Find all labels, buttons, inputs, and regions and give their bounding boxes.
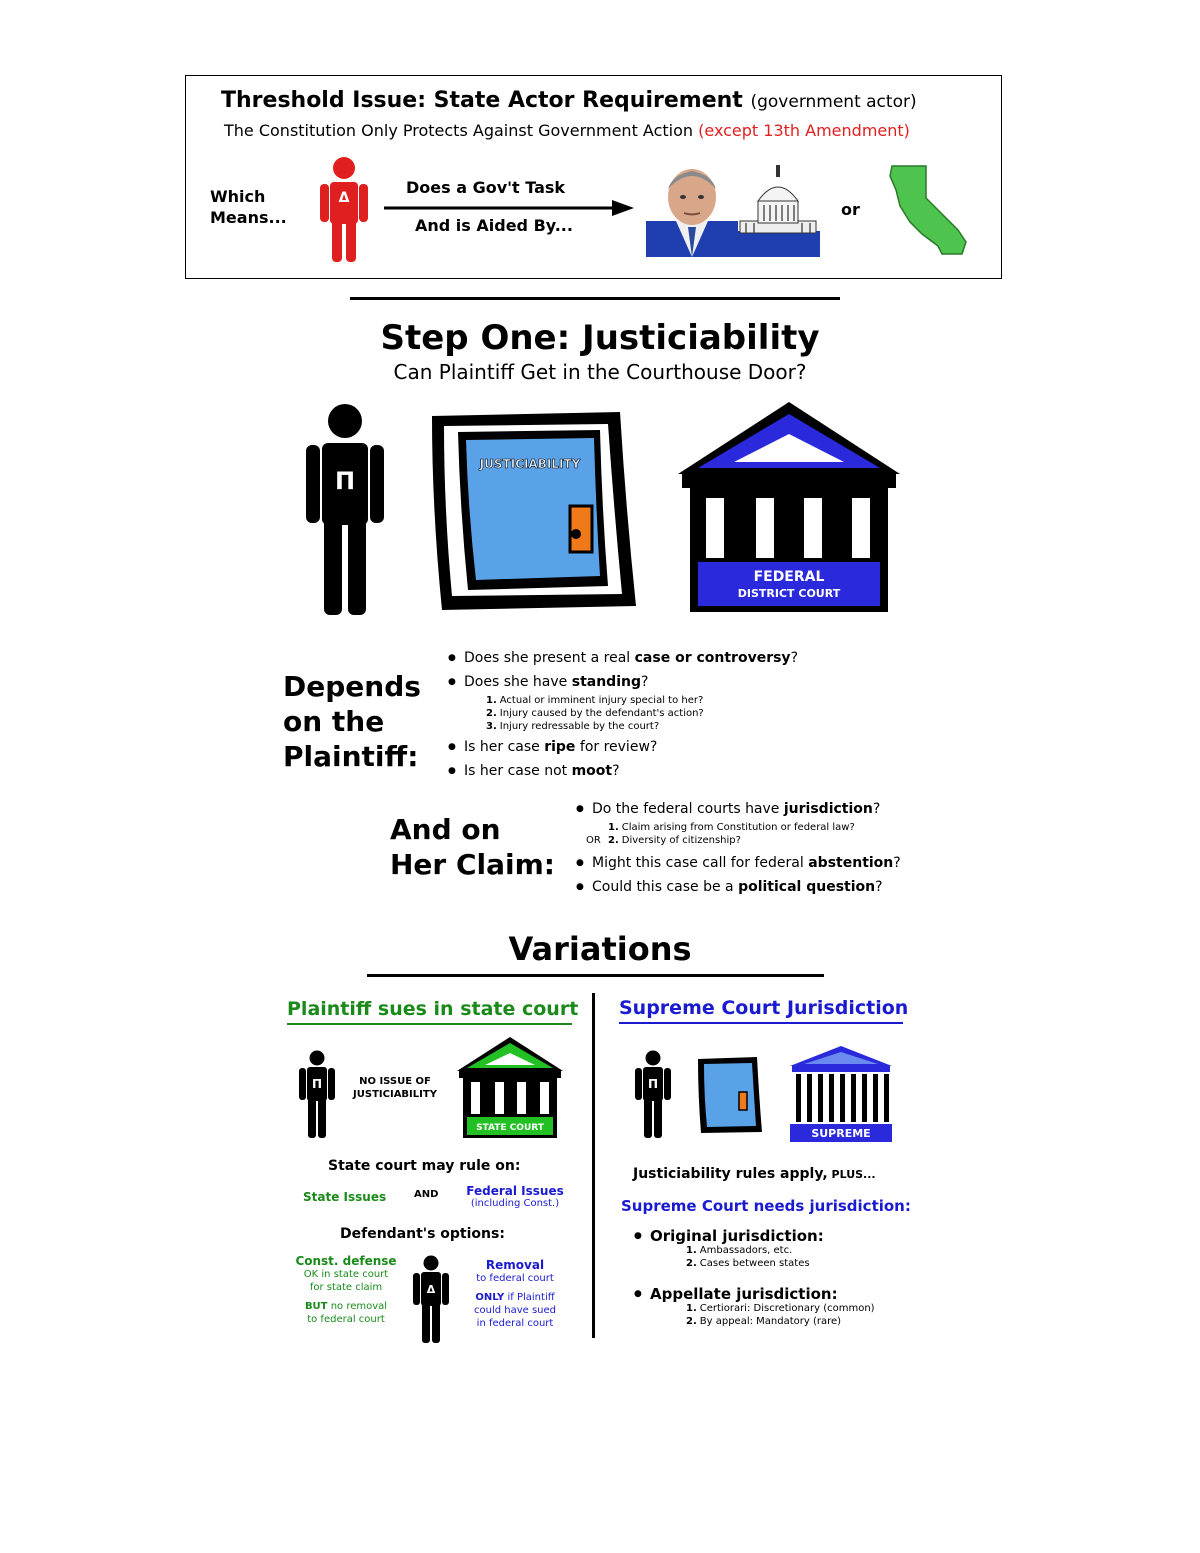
question-standing: ● Does she have standing? 1. Actual or imminent injury special to her? 2. Injury caused by the defendant's action? 3. Injury redressable by the court? — [448, 670, 798, 733]
svg-text:Π: Π — [311, 1077, 323, 1091]
defendant-symbol: Δ — [338, 190, 350, 206]
standing-item: 3. Injury redressable by the court? — [486, 721, 660, 732]
defendant-figure-icon — [316, 156, 372, 264]
plaintiff-figure-icon — [302, 403, 388, 615]
original-items — [686, 1244, 875, 1270]
federal-issues — [458, 1184, 572, 1209]
plaintiff-symbol: Π — [334, 467, 356, 495]
supreme-court-icon — [788, 1044, 894, 1142]
appellate-item: 2. By appeal: Mandatory (rare) — [686, 1316, 842, 1327]
threshold-title-paren: (government actor) — [750, 92, 917, 112]
appellate-items — [686, 1302, 875, 1328]
federal-issues-note: (including Const.) — [470, 1198, 560, 1209]
arrow-top-label: Does a Gov't Task — [406, 178, 566, 197]
no-issue-label: NO ISSUE OF JUSTICIABILITY — [353, 1076, 437, 1100]
claim-label-line-1: And on — [390, 813, 501, 846]
const-defense-label: Const. defense — [295, 1254, 397, 1268]
california-map-icon — [886, 162, 972, 258]
variations-divider — [592, 993, 595, 1338]
defendant-options: Defendant's options: — [340, 1226, 505, 1242]
original-item: 1. Ambassadors, etc. — [686, 1245, 793, 1256]
state-court-title: Plaintiff sues in state court — [287, 998, 579, 1020]
original-jurisdiction: ● Original jurisdiction: 1. Ambassadors, etc. 2. Cases between states — [634, 1224, 875, 1270]
plaintiff-label-line-2: on the — [283, 705, 385, 738]
step-one-subtitle: Can Plaintiff Get in the Courthouse Door? — [393, 360, 807, 384]
court-label-2: DISTRICT COURT — [737, 587, 841, 600]
supreme-door-icon — [697, 1056, 763, 1134]
federal-issues-label: Federal Issues — [466, 1184, 564, 1198]
arrow-icon — [384, 198, 636, 218]
question-ripe: ● Is her case ripe for review? — [448, 735, 798, 759]
question-abstention: ● Might this case call for federal abstention? — [576, 851, 901, 875]
supreme-court-underline — [619, 1022, 903, 1024]
variations-underline — [367, 974, 824, 977]
plaintiff-questions — [448, 646, 798, 783]
standing-item: 2. Injury caused by the defendant's action? — [486, 708, 704, 719]
state-issues-label: State Issues — [303, 1190, 387, 1204]
federal-court-icon — [676, 400, 902, 612]
rules-apply: Justiciability rules apply, PLUS... — [633, 1166, 876, 1182]
jurisdiction-item: OR 2. Diversity of citizenship? — [586, 835, 741, 846]
which-means — [210, 186, 287, 228]
plaintiff-section-label — [283, 669, 421, 774]
svg-text:STATE COURT: STATE COURT — [476, 1123, 544, 1133]
svg-text:Π: Π — [647, 1077, 659, 1091]
threshold-subtitle-text: The Constitution Only Protects Against Government Action — [224, 121, 694, 140]
question-case-controversy: ● Does she present a real case or controversy? — [448, 646, 798, 670]
which-means-line-2: Means... — [210, 208, 287, 227]
threshold-box — [185, 75, 1002, 279]
court-label-1: FEDERAL — [753, 569, 825, 585]
jurisdiction-items — [586, 821, 901, 847]
original-item: 2. Cases between states — [686, 1258, 810, 1269]
svg-text:SUPREME: SUPREME — [811, 1127, 871, 1140]
const-defense: Const. defense OK in state court for state claim BUT no removal to federal court — [286, 1254, 406, 1326]
removal: Removal to federal court ONLY if Plaintiff could have sued in federal court — [458, 1258, 572, 1330]
supreme-court-title: Supreme Court Jurisdiction — [619, 997, 909, 1019]
state-defendant-figure-icon — [412, 1255, 450, 1343]
step-one-title: Step One: Justiciability — [380, 318, 820, 358]
door-label: JUSTICIABILITY — [479, 457, 581, 471]
state-court-underline — [287, 1023, 572, 1025]
divider-top — [350, 297, 840, 300]
plaintiff-label-line-1: Depends — [283, 670, 421, 703]
threshold-exception: (except 13th Amendment) — [698, 121, 910, 140]
supreme-plaintiff-figure-icon — [634, 1050, 672, 1138]
standing-item: 1. Actual or imminent injury special to her? — [486, 695, 704, 706]
state-plaintiff-figure-icon — [298, 1050, 336, 1138]
state-may-rule: State court may rule on: — [328, 1158, 521, 1174]
standing-items — [486, 694, 798, 733]
jurisdiction-item: 1. Claim arising from Constitution or federal law? — [608, 822, 855, 833]
removal-label: Removal — [485, 1258, 545, 1272]
appellate-jurisdiction: ● Appellate jurisdiction: 1. Certiorari: Discretionary (common) 2. By appeal: Mandatory (rare) — [634, 1282, 875, 1328]
svg-text:Δ: Δ — [426, 1283, 436, 1296]
president-portrait-icon — [646, 161, 738, 257]
claim-label-line-2: Her Claim: — [390, 848, 555, 881]
threshold-title — [221, 88, 917, 113]
or-label: or — [841, 200, 860, 219]
and-label: AND — [414, 1189, 439, 1200]
state-court-icon — [455, 1035, 565, 1139]
variations-title: Variations — [508, 930, 692, 968]
plaintiff-label-line-3: Plaintiff: — [283, 740, 419, 773]
threshold-subtitle — [224, 121, 910, 140]
supreme-needs: Supreme Court needs jurisdiction: — [621, 1197, 911, 1215]
capitol-building-icon — [736, 161, 820, 257]
justiciability-door-icon — [430, 410, 640, 615]
question-jurisdiction: ● Do the federal courts have jurisdiction? 1. Claim arising from Constitution or federal law? OR 2. Diversity of citizenship? — [576, 797, 901, 847]
arrow-bottom-label: And is Aided By... — [415, 216, 573, 235]
threshold-title-text: Threshold Issue: State Actor Requirement — [221, 88, 743, 113]
question-political: ● Could this case be a political question? — [576, 875, 901, 899]
question-moot: ● Is her case not moot? — [448, 759, 798, 783]
which-means-line-1: Which — [210, 187, 266, 206]
supreme-jurisdiction-list — [634, 1224, 875, 1328]
appellate-item: 1. Certiorari: Discretionary (common) — [686, 1303, 875, 1314]
claim-section-label — [390, 812, 555, 882]
claim-questions — [576, 797, 901, 899]
